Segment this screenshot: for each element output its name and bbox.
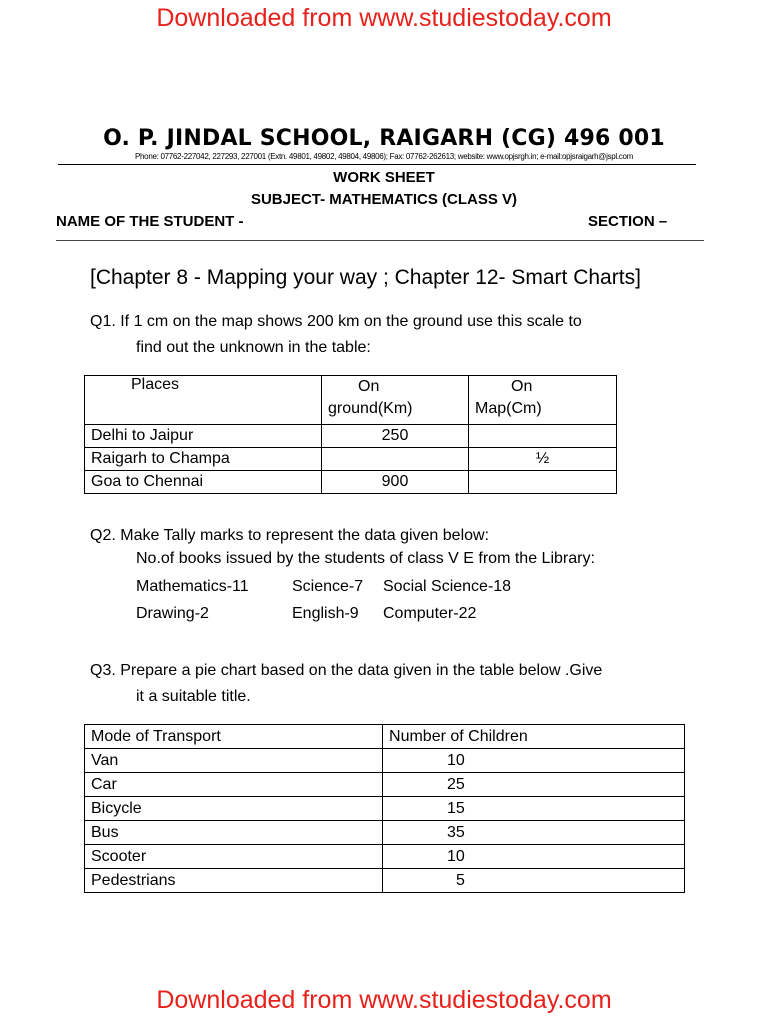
table-row	[85, 425, 617, 448]
header-on-ground	[322, 376, 469, 425]
chapter-heading: [Chapter 8 - Mapping your way ; Chapter 12- Smart Charts]	[90, 266, 641, 289]
cell-mode: Pedestrians	[85, 869, 383, 893]
cell-count: 15	[383, 797, 685, 821]
cell-count: 10	[383, 845, 685, 869]
header-mode: Mode of Transport	[85, 725, 383, 749]
table-row	[85, 471, 617, 494]
header-on-ground-line1: On	[358, 378, 380, 395]
worksheet-subject: SUBJECT- MATHEMATICS (CLASS V)	[250, 191, 518, 208]
section-label: SECTION –	[588, 213, 668, 230]
table-header-row	[85, 376, 617, 425]
cell-mode: Car	[85, 773, 383, 797]
header-on-map-line1: On	[511, 378, 533, 395]
header-on-map-line2: Map(Cm)	[475, 400, 542, 417]
question-1: Q1. If 1 cm on the map shows 200 km on the ground use this scale to	[90, 313, 582, 330]
watermark-bottom: Downloaded from www.studiestoday.com	[156, 986, 612, 1014]
school-contact: Phone: 07762-227042, 227293, 227001 (Extn. 49801, 49802, 49804, 49806); Fax: 07762-262613; website: www.opjsrgh.in; e-mail:opjsraigarh@jspl.com	[134, 152, 634, 161]
cell-mode: Bicycle	[85, 797, 383, 821]
question-3-continued: it a suitable title.	[136, 688, 251, 705]
header-rule	[58, 164, 696, 165]
cell-map	[469, 471, 617, 494]
transport-table	[84, 724, 685, 893]
table-row	[85, 845, 685, 869]
cell-map: ½	[469, 448, 617, 471]
cell-ground	[322, 448, 469, 471]
header-on-map	[469, 376, 617, 425]
cell-ground: 900	[322, 471, 469, 494]
cell-count: 25	[383, 773, 685, 797]
cell-mode: Scooter	[85, 845, 383, 869]
separator-line	[56, 240, 704, 241]
question-1-continued: find out the unknown in the table:	[136, 339, 371, 356]
tally-item: Computer-22	[383, 605, 477, 622]
tally-item: Drawing-2	[136, 605, 209, 622]
student-name-label: NAME OF THE STUDENT -	[56, 213, 244, 230]
cell-place: Delhi to Jaipur	[85, 425, 322, 448]
question-2: Q2. Make Tally marks to represent the data given below:	[90, 527, 490, 544]
cell-map	[469, 425, 617, 448]
table-row	[85, 773, 685, 797]
cell-count: 35	[383, 821, 685, 845]
school-name: O. P. JINDAL SCHOOL, RAIGARH (CG) 496 001	[103, 126, 665, 151]
tally-item: Science-7	[292, 578, 364, 595]
question-3: Q3. Prepare a pie chart based on the data given in the table below .Give	[90, 662, 603, 679]
header-on-ground-line2: ground(Km)	[328, 400, 413, 417]
cell-ground: 250	[322, 425, 469, 448]
table-row	[85, 821, 685, 845]
cell-place: Raigarh to Champa	[85, 448, 322, 471]
cell-count: 5	[383, 869, 685, 893]
tally-item: English-9	[292, 605, 359, 622]
question-2-subtext: No.of books issued by the students of class V E from the Library:	[136, 550, 595, 567]
table-row	[85, 749, 685, 773]
table-row	[85, 869, 685, 893]
cell-mode: Bus	[85, 821, 383, 845]
scale-table	[84, 375, 617, 494]
tally-item: Mathematics-11	[136, 578, 249, 595]
tally-item: Social Science-18	[383, 578, 512, 595]
header-number: Number of Children	[383, 725, 685, 749]
table-header-row	[85, 725, 685, 749]
watermark-top: Downloaded from www.studiestoday.com	[156, 4, 612, 32]
cell-count: 10	[383, 749, 685, 773]
cell-place: Goa to Chennai	[85, 471, 322, 494]
worksheet-title: WORK SHEET	[333, 169, 435, 186]
table-row	[85, 448, 617, 471]
cell-mode: Van	[85, 749, 383, 773]
table-row	[85, 797, 685, 821]
header-places: Places	[85, 376, 322, 425]
